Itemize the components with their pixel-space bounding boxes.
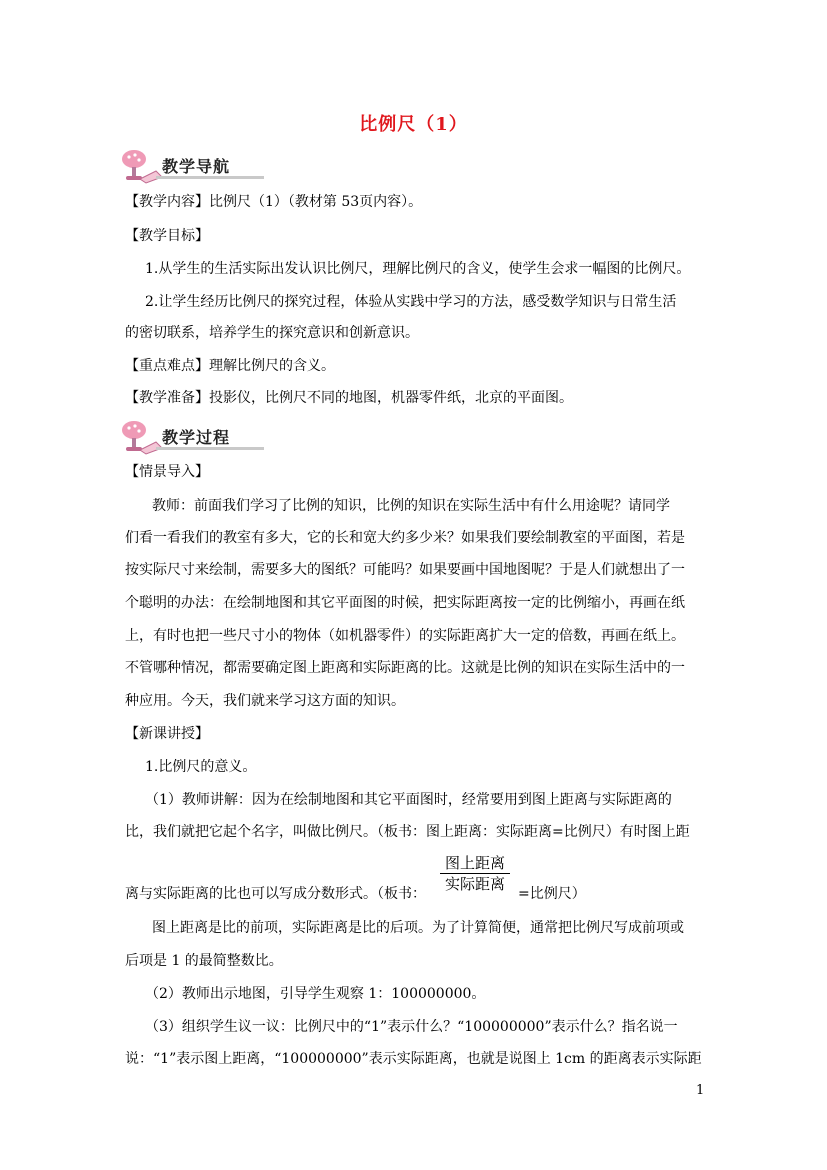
lamp-book-icon — [118, 418, 166, 456]
fraction-denominator: 实际距离 — [444, 875, 505, 893]
goal-2-line-2: 的密切联系，培养学生的探究意识和创新意识。 — [125, 325, 419, 341]
fraction-numerator: 图上距离 — [440, 854, 510, 874]
banner-underline — [156, 447, 264, 450]
goals-heading: 【教学目标】 — [125, 228, 209, 244]
discussion-line: 说：“1”表示图上距离，“100000000”表示实际距离，也就是说图上 1cm 的距离表示实际距 — [125, 1051, 702, 1067]
banner-title-process: 教学过程 — [162, 428, 231, 447]
discussion-line: （3）组织学生议一议：比例尺中的“1”表示什么？“100000000”表示什么？指名说一 — [145, 1019, 678, 1035]
banner-title-nav: 教学导航 — [162, 157, 231, 176]
lecture-line: 比，我们就把它起个名字，叫做比例尺。（板书：图上距离：实际距离=比例尺）有时图上距 — [125, 824, 690, 840]
page-number: 1 — [696, 1083, 705, 1098]
goal-2-line-1: 2.让学生经历比例尺的探究过程，体验从实践中学习的方法，感受数学知识与日常生活 — [145, 294, 677, 310]
intro-line: 按实际尺寸来绘制，需要多大的图纸？可能吗？如果要画中国地图呢？于是人们就想出了一 — [125, 562, 685, 578]
lecture-line: （1）教师讲解：因为在绘制地图和其它平面图时，经常要用到图上距离与实际距离的 — [145, 792, 672, 808]
teaching-content: 【教学内容】比例尺（1）（教材第 53页内容）。 — [125, 194, 423, 210]
term-explanation-line: 后项是 1 的最简整数比。 — [125, 953, 283, 969]
page-title: 比例尺（1） — [359, 114, 468, 135]
section-banner-nav — [118, 147, 258, 185]
section-banner-process — [118, 418, 258, 456]
intro-line: 种应用。今天，我们就来学习这方面的知识。 — [125, 693, 405, 709]
key-points: 【重点难点】理解比例尺的含义。 — [125, 358, 335, 374]
map-observation: （2）教师出示地图，引导学生观察 1：100000000。 — [145, 986, 486, 1002]
new-lesson-heading: 【新课讲授】 — [125, 726, 209, 742]
fraction-tail: =比例尺） — [518, 886, 586, 902]
goal-1: 1.从学生的生活实际出发认识比例尺，理解比例尺的含义，使学生会求一幅图的比例尺。 — [145, 261, 691, 277]
intro-line: 不管哪种情况，都需要确定图上距离和实际距离的比。这就是比例的知识在实际生活中的一 — [125, 660, 685, 676]
intro-line: 们看一看我们的教室有多大，它的长和宽大约多少米？如果我们要绘制教室的平面图，若是 — [125, 530, 685, 546]
intro-line: 教师：前面我们学习了比例的知识，比例的知识在实际生活中有什么用途呢？请同学 — [152, 498, 670, 514]
meaning-heading: 1.比例尺的意义。 — [145, 759, 257, 775]
intro-line: 上，有时也把一些尺寸小的物体（如机器零件）的实际距离扩大一定的倍数，再画在纸上。 — [125, 628, 685, 644]
teaching-prep: 【教学准备】投影仪，比例尺不同的地图，机器零件纸，北京的平面图。 — [125, 390, 573, 406]
term-explanation-line: 图上距离是比的前项，实际距离是比的后项。为了计算简便，通常把比例尺写成前项或 — [152, 920, 684, 936]
banner-underline — [156, 176, 264, 179]
intro-line: 个聪明的办法：在绘制地图和其它平面图的时候，把实际距离按一定的比例缩小，再画在纸 — [125, 595, 685, 611]
lamp-book-icon — [118, 147, 166, 185]
lecture-line: 离与实际距离的比也可以写成分数形式。（板书： — [125, 886, 426, 902]
intro-heading: 【情景导入】 — [125, 464, 209, 480]
